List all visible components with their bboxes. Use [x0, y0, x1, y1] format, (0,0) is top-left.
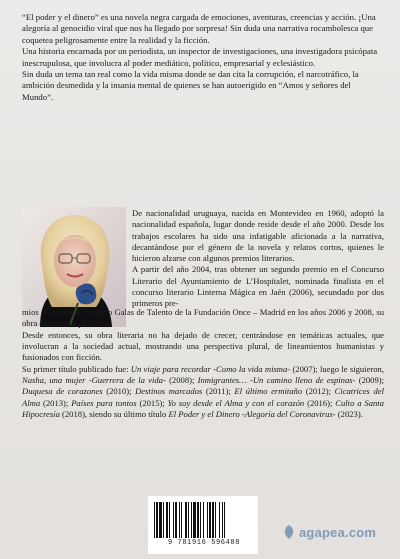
barcode-bar — [154, 502, 155, 538]
barcode-bar — [175, 502, 177, 538]
book-year: (2009); — [355, 375, 385, 386]
isbn-barcode — [148, 496, 258, 554]
book-title: Un viaje para recordar -Como la vida misma- — [130, 363, 291, 374]
book-title: Culto a Santa Hipocresía — [22, 397, 384, 420]
watermark-text: agapea.com — [299, 524, 377, 540]
book-year: (2011); — [202, 386, 235, 397]
barcode-bar — [166, 502, 168, 538]
bio-paragraph-2-part-1: A partir del año 2004, tras obtener un segundo premio en el Concurso Literario del Ayuntamiento de L’Hospitalet, nominada finalista en el concurso literario Linterna Mágica en Jaén (2006), secundado por dos primeros pre- — [132, 264, 384, 309]
bibliography-paragraph — [22, 364, 384, 421]
book-year: (2008); — [165, 375, 198, 386]
bio-paragraph-2-part-2-visible: mios en concurso literario Galas de Talento de la Fundación Once – Madrid en los años 2006 y 2008, su obra comenzó a proliferar. — [22, 307, 384, 329]
barcode-bar — [203, 502, 204, 538]
book-title: Duquesa de corazones — [22, 386, 103, 397]
bio-paragraph-3: Desde entonces, su obra literaria no ha dejado de crecer, centrándose en temáticas actuales, que involucran a la sociedad actual, mostrando una perspectiva plural, de lineamientos humanistas y fusionados con ficción. — [22, 329, 384, 363]
book-year: (2012); — [302, 386, 335, 397]
barcode-bar — [191, 502, 192, 538]
barcode-bar — [169, 502, 170, 538]
book-title: Nasha, una mujer -Guerrera de la vida- — [22, 375, 166, 386]
barcode-bar — [181, 502, 182, 538]
barcode-bar — [207, 502, 208, 538]
synopsis-block — [22, 12, 384, 103]
book-year: (2018), siendo su último título — [59, 409, 169, 420]
book-year: (2013); — [40, 397, 72, 408]
synopsis-paragraph-3: Sin duda un tema tan real como la vida misma donde se dan cita la corrupción, el narcotráfico, la ambición desmedida y la insania mental de quienes se han autoerigido en “Amos y señores del Mundo”. — [22, 69, 359, 102]
barcode-bar — [156, 502, 158, 538]
bibliography-lead: Su primer título publicado fue: — [22, 363, 131, 374]
book-year: (2016); — [304, 397, 336, 408]
barcode-bar — [188, 502, 189, 538]
barcode-bar — [209, 502, 211, 538]
barcode-bar — [193, 502, 196, 538]
bio-lower-column — [22, 307, 384, 420]
book-title: Inmigrantes… -Un camino lleno de espinas- — [197, 375, 356, 386]
agapea-leaf-icon — [282, 524, 296, 540]
isbn-number: 9 781916 596488 — [167, 539, 240, 547]
barcode-bar — [200, 502, 201, 538]
barcode-bar — [179, 502, 180, 538]
barcode-bar — [212, 502, 214, 538]
synopsis-paragraph-1: “El poder y el dinero” es una novela negra cargada de emociones, aventuras, creencias y acción. ¡Una alegoría al genocidio viral que nos ha llegado por sorpresa! Sin duda una narrativa rocambolesca que coquetea peligrosamente entre la realidad y la ficción. — [22, 12, 376, 45]
bio-side-column — [132, 208, 384, 310]
book-year: (2015); — [136, 397, 168, 408]
book-title: Destinos marcados — [135, 386, 203, 397]
book-year: (2023). — [335, 409, 363, 420]
book-year: (2007); luego le siguieron, — [290, 363, 384, 374]
book-title: El Poder y el Dinero -Alegoría del Coronavirus- — [168, 409, 336, 420]
barcode-bar — [163, 502, 164, 538]
barcode-bar — [159, 502, 162, 538]
bio-paragraph-1: De nacionalidad uruguaya, nacida en Montevideo en 1960, adoptó la nacionalidad española, lugar donde reside desde el año 2000. Desde los trabajos escolares ha sido una infatigable aficionada a la narrativa, decantándose por el género de la novela y relatos cortos, quienes le hicieron alzarse con algunos premios literarios. — [132, 208, 384, 264]
book-title: Cicatrices del Alma — [22, 386, 384, 408]
barcode-bars — [154, 502, 252, 538]
barcode-bar — [224, 502, 225, 538]
barcode-bar — [185, 502, 187, 538]
book-year: (2010); — [102, 386, 136, 397]
barcode-bar — [222, 502, 223, 538]
book-title: Yo soy desde el Alma y con el corazón — [167, 397, 305, 408]
barcode-bar — [215, 502, 216, 538]
barcode-bar — [197, 502, 199, 538]
book-title: Países para tontos — [71, 397, 137, 408]
watermark — [282, 522, 394, 542]
book-title: El último ermitaño — [234, 386, 303, 397]
barcode-bar — [219, 502, 220, 538]
synopsis-paragraph-2: Una historia encarnada por un periodista, un inspector de investigaciones, una investigadora psicópata inescrupulosa, que involucra al poder mediático, político, empresarial y eclesiástico. — [22, 46, 378, 68]
barcode-bar — [173, 502, 174, 538]
